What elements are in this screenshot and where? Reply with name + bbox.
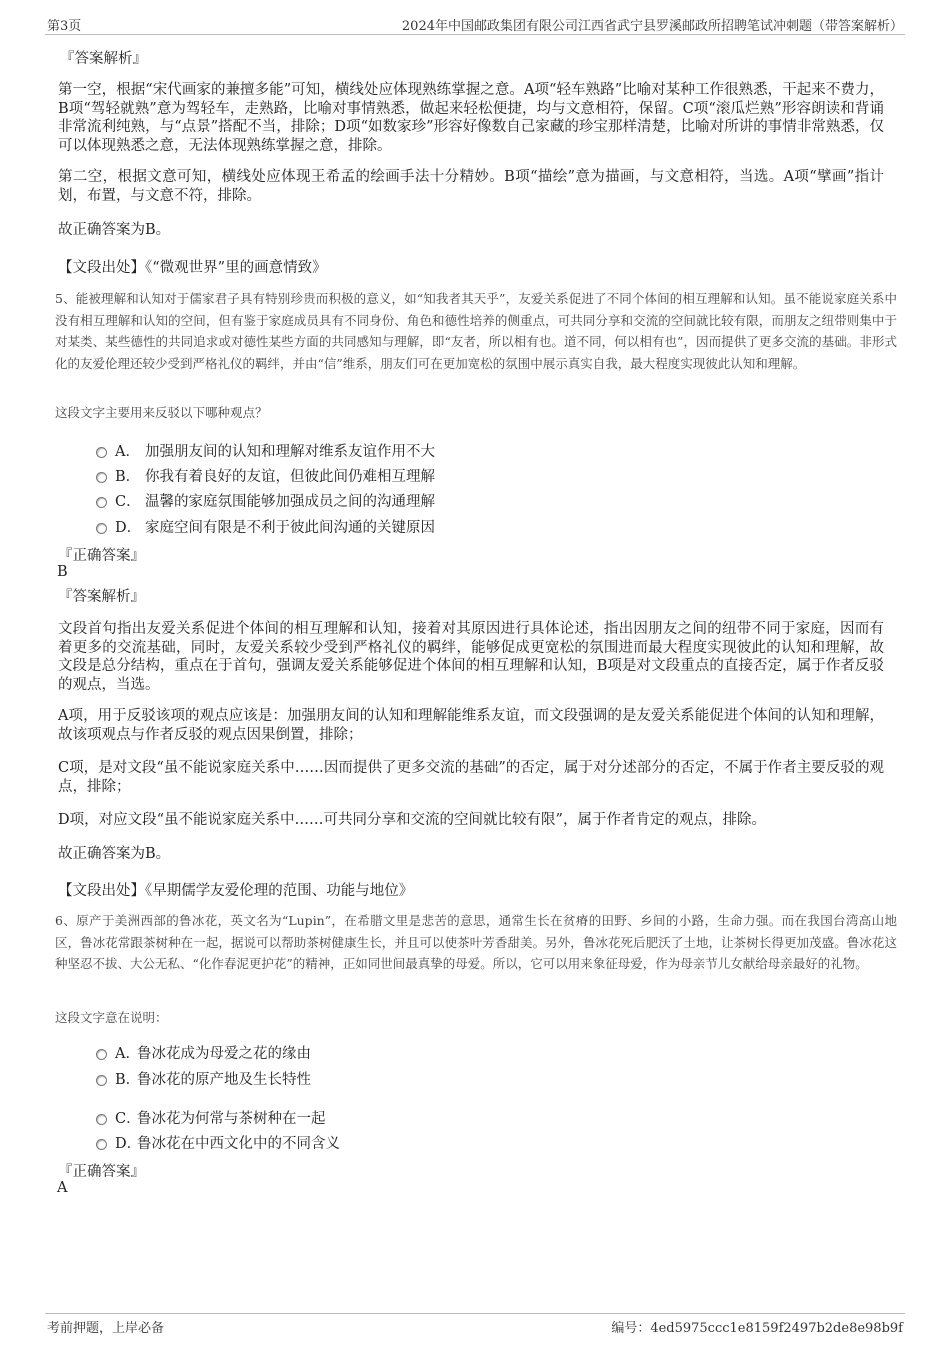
option-c[interactable] — [96, 1107, 326, 1128]
option-a[interactable] — [96, 1042, 311, 1063]
correct-answer: B — [57, 564, 68, 580]
radio-button[interactable] — [96, 472, 107, 483]
question-text: 5、能被理解和认知对于儒家君子具有特别珍贵而积极的意义，如“知我者其天乎”，友爱关系促进了不同个体间的相互理解和认知。虽不能说家庭关系中没有相互理解和认知的空间，但有鉴于家庭成员具有不同身份、角色和德性培养的侧重点，可共同分享和交流的空间就比较有限，而朋友之纽带则集中于对某类、某些德性的共同追求或对德性某些方面的共同感知与理解，即“友者，所以相有也。道不同，何以相有也”，因而提供了更多交流的基础。非形式化的友爱伦理还较少受到严格礼仪的羁绊，并由“信”维系，朋友们可在更加宽松的氛围中展示真实自我，最大程度实现彼此认知和理解。 — [55, 291, 897, 371]
page-footer — [45, 1313, 905, 1334]
analysis-paragraph: 文段首句指出友爱关系促进个体间的相互理解和认知，接着对其原因进行具体论述，指出因朋友之间的纽带不同于家庭，因而有着更多的交流基础，同时，友爱关系较少受到严格礼仪的羁绊，能够促成更宽松的氛围进而最大程度实现彼此的认知和理解，故文段是总分结构，重点在于首句，强调友爱关系能够促进个体间的相互理解和认知，B项是对文段重点的直接否定，属于作者反驳的观点，当选。 — [58, 621, 884, 693]
option-b[interactable] — [96, 465, 435, 486]
analysis-paragraph: 第一空，根据“宋代画家的兼擅多能”可知，横线处应体现熟练掌握之意。A项“轻车熟路”比喻对某种工作很熟悉，干起来不费力，B项“驾轻就熟”意为驾轻车，走熟路，比喻对事情熟悉，做起来轻松便捷，均与文意相符，保留。C项“滚瓜烂熟”形容朗读和背诵非常流利纯熟，与“点景”搭配不当，排除；D项“如数家珍”形容好像数自己家藏的珍宝那样清楚，比喻对所讲的事情非常熟悉，仅可以体现熟悉之意，无法体现熟练掌握之意，排除。 — [58, 82, 884, 154]
option-b[interactable] — [96, 1068, 311, 1089]
document-code: 编号：4ed5975ccc1e8159f2497b2de8e98b9f — [611, 1321, 903, 1336]
option-letter: A． — [115, 1046, 140, 1062]
option-letter: A． — [115, 444, 140, 460]
page-header — [45, 14, 905, 35]
analysis-paragraph: C项，是对文段“虽不能说家庭关系中……因而提供了更多交流的基础”的否定，属于对分述部分的否定，不属于作者主要反驳的观点，排除； — [58, 760, 884, 795]
radio-button[interactable] — [96, 497, 107, 508]
option-text: 你我有着良好的友谊，但彼此间仍难相互理解 — [145, 469, 435, 485]
correct-answer: A — [57, 1180, 68, 1196]
analysis-paragraph: D项，对应文段“虽不能说家庭关系中……可共同分享和交流的空间就比较有限”，属于作者肯定的观点，排除。 — [58, 812, 766, 828]
analysis-paragraph: A项，用于反驳该项的观点应该是：加强朋友间的认知和理解能维系友谊，而文段强调的是友爱关系能促进个体间的认知和理解，故该项观点与作者反驳的观点因果倒置，排除； — [58, 708, 884, 743]
radio-button[interactable] — [96, 1075, 107, 1086]
question-text: 6、原产于美洲西部的鲁冰花，英文名为“Lupin”，在希腊文里是悲苦的意思，通常生长在贫瘠的田野、乡间的小路，生命力强。而在我国台湾高山地区，鲁冰花常跟茶树种在一起，据说可以帮助茶树健康生长，并且可以使茶叶芳香甜美。另外，鲁冰花死后肥沃了土地，让茶树长得更加茂盛。鲁冰花这种坚忍不拔、大公无私、“化作春泥更护花”的精神，正如同世间最真挚的母爱。所以，它可以用来象征母爱，作为母亲节儿女献给母亲最好的礼物。 — [55, 913, 897, 971]
question-prompt: 这段文字意在说明： — [55, 1010, 168, 1025]
option-letter: B． — [115, 469, 141, 485]
option-text: 鲁冰花成为母爱之花的缘由 — [137, 1046, 311, 1062]
option-text: 鲁冰花的原产地及生长特性 — [137, 1072, 311, 1088]
question-prompt: 这段文字主要用来反驳以下哪种观点？ — [55, 405, 268, 420]
document-title: 2024年中国邮政集团有限公司江西省武宁县罗溪邮政所招聘笔试冲刺题（带答案解析） — [401, 19, 903, 34]
source-citation: 【文段出处】《早期儒学友爱伦理的范围、功能与地位》 — [58, 883, 414, 899]
footer-slogan: 考前押题，上岸必备 — [47, 1321, 165, 1336]
correct-answer-label: 『正确答案』 — [58, 548, 145, 564]
option-letter: D． — [115, 520, 142, 536]
option-letter: D． — [115, 1136, 142, 1152]
option-d[interactable] — [96, 516, 435, 537]
option-letter: C． — [115, 1111, 141, 1127]
option-c[interactable] — [96, 490, 435, 511]
option-d[interactable] — [96, 1132, 340, 1153]
radio-button[interactable] — [96, 1049, 107, 1060]
option-text: 加强朋友间的认知和理解对维系友谊作用不大 — [145, 444, 435, 460]
source-citation: 【文段出处】《“微观世界”里的画意情致》 — [58, 260, 327, 276]
radio-button[interactable] — [96, 523, 107, 534]
correct-answer-label: 『正确答案』 — [58, 1164, 145, 1180]
option-text: 家庭空间有限是不利于彼此间沟通的关键原因 — [145, 520, 435, 536]
radio-button[interactable] — [96, 447, 107, 458]
option-a[interactable] — [96, 440, 435, 461]
option-letter: C． — [115, 494, 141, 510]
analysis-paragraph: 第二空，根据文意可知，横线处应体现王希孟的绘画手法十分精妙。B项“描绘”意为描画，与文意相符，当选。A项“擘画”指计划，布置，与文意不符，排除。 — [58, 169, 884, 204]
analysis-label: 『答案解析』 — [58, 589, 145, 605]
option-text: 鲁冰花在中西文化中的不同含义 — [137, 1136, 340, 1152]
option-letter: B． — [115, 1072, 141, 1088]
conclusion: 故正确答案为B。 — [58, 222, 171, 238]
option-text: 鲁冰花为何常与茶树种在一起 — [137, 1111, 326, 1127]
radio-button[interactable] — [96, 1139, 107, 1150]
radio-button[interactable] — [96, 1114, 107, 1125]
page-number: 第3页 — [47, 19, 82, 34]
conclusion: 故正确答案为B。 — [58, 846, 171, 862]
option-text: 温馨的家庭氛围能够加强成员之间的沟通理解 — [145, 494, 435, 510]
analysis-label: 『答案解析』 — [60, 51, 147, 67]
